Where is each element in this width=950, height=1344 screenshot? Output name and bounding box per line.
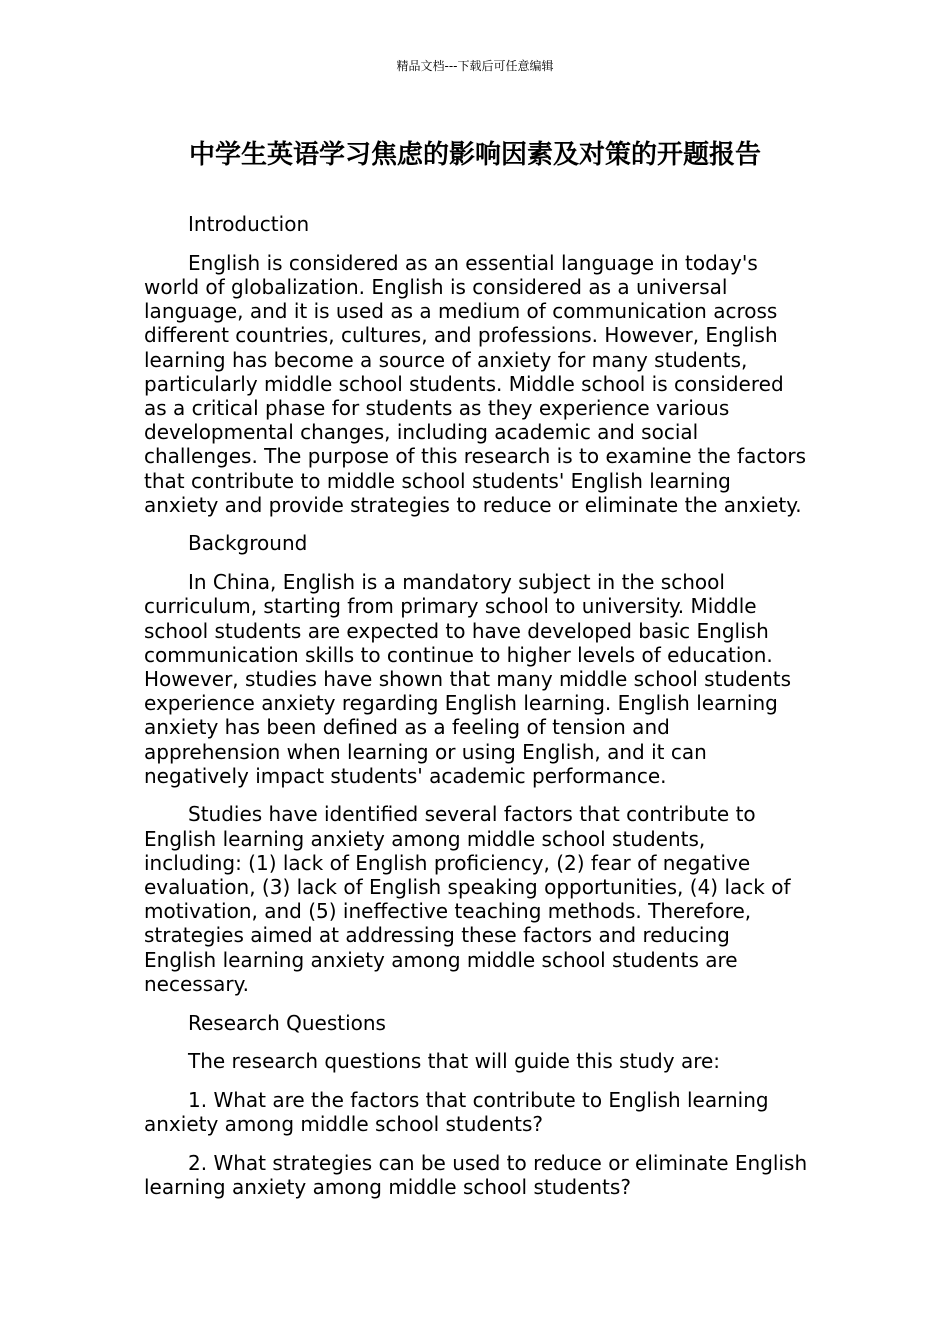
section-heading-background: Background — [188, 531, 308, 556]
paragraph-background-1: In China, English is a mandatory subject in the school curriculum, starting from primary school to university. Middle school students are expected to have developed basic English communication skills to continue to higher levels of education. However, studies have shown that many middle school students experience anxiety regarding English learning. English learning anxiety has been defined as a feeling of tension and apprehension when learning or using English, and it can negatively impact students' academic performance. — [144, 570, 792, 788]
paragraph-introduction: English is considered as an essential language in today's world of globalization. English is considered as a universal language, and it is used as a medium of communication across different countries, cultures, and professions. However, English learning has become a source of anxiety for many students, particularly middle school students. Middle school is considered as a critical phase for students as they experience various developmental changes, including academic and social challenges. The purpose of this research is to examine the factors that contribute to middle school students' English learning anxiety and provide strategies to reduce or eliminate the anxiety. — [144, 250, 807, 517]
section-heading-research-questions: Research Questions — [188, 1010, 386, 1035]
document-body — [144, 212, 808, 1214]
header-note: 精品文档---下载后可任意编辑 — [396, 59, 554, 73]
document-title: 中学生英语学习焦虑的影响因素及对策的开题报告 — [188, 140, 761, 170]
research-question-1: 1. What are the factors that contribute to English learning anxiety among middle school students? — [144, 1088, 769, 1137]
section-heading-introduction: Introduction — [188, 212, 310, 236]
research-question-2: 2. What strategies can be used to reduce or eliminate English learning anxiety among middle school students? — [144, 1150, 808, 1200]
paragraph-background-2: Studies have identified several factors that contribute to English learning anxiety among middle school students, including: (1) lack of English proficiency, (2) fear of negative evaluation, (3) lack of English speaking opportunities, (4) lack of motivation, and (5) ineffective teaching methods. Therefore, strategies aimed at addressing these factors and reducing English learning anxiety among middle school students are necessary. — [144, 802, 791, 996]
paragraph-research-intro: The research questions that will guide this study are: — [188, 1049, 721, 1074]
